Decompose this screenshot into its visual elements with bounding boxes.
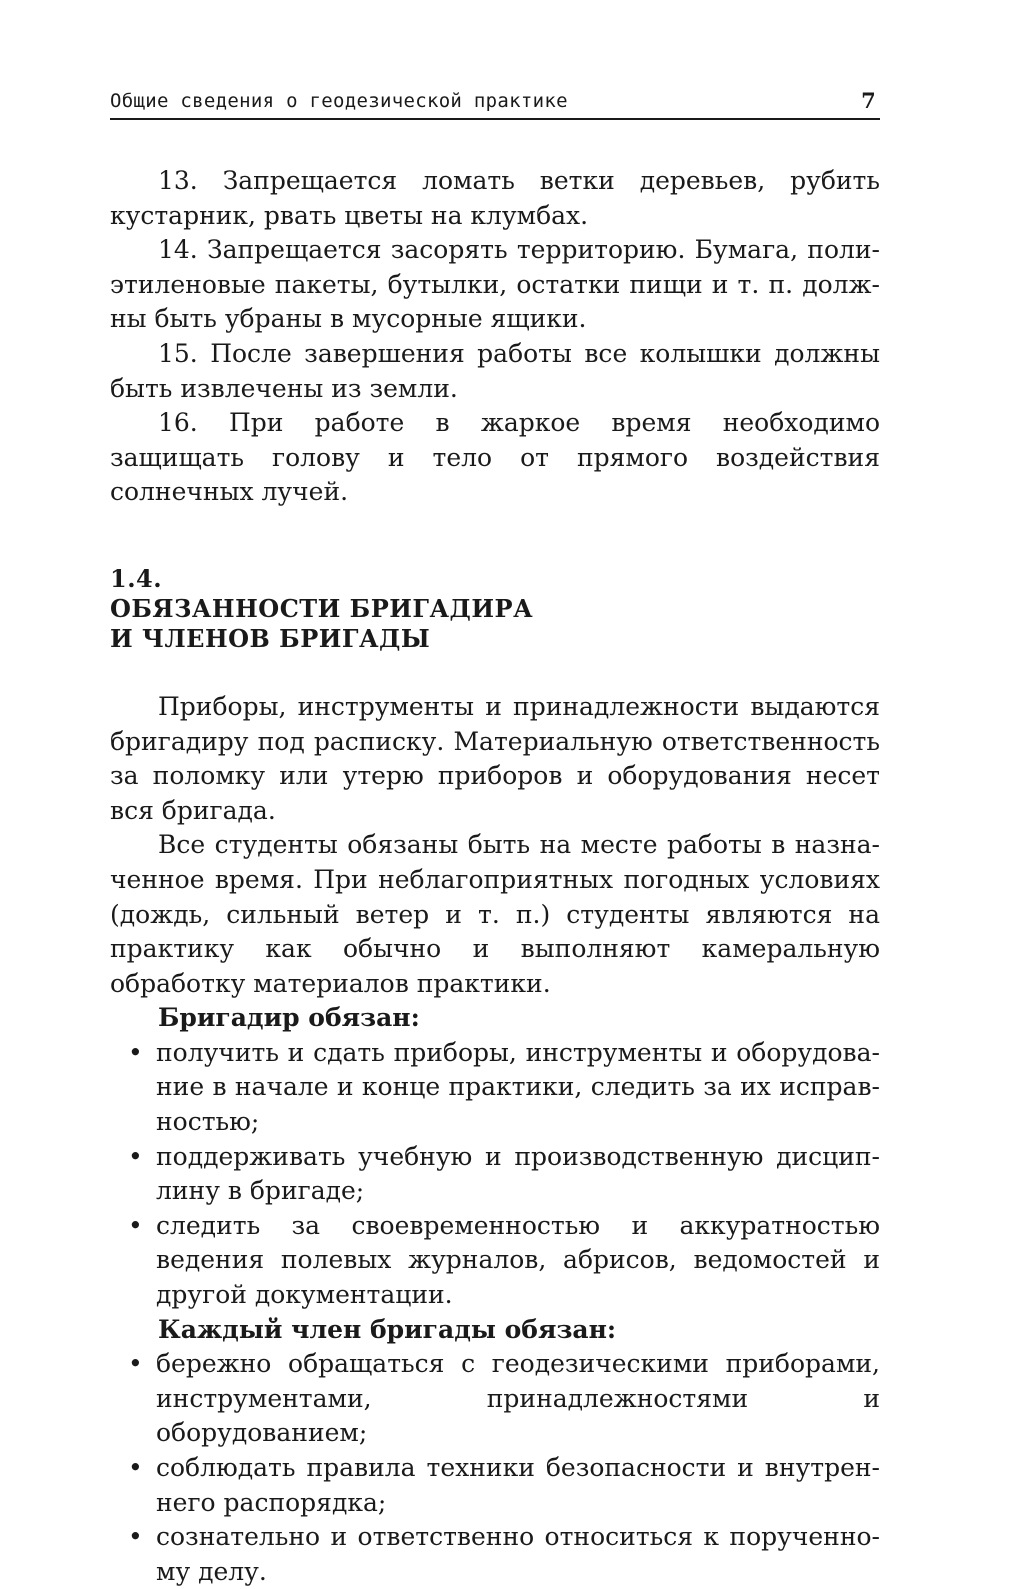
bullet-icon: • [128, 1037, 143, 1067]
book-page [110, 88, 880, 1589]
list-item [110, 1520, 880, 1589]
foreman-duties-list [110, 1036, 880, 1313]
section-title-line: ОБЯЗАННОСТИ БРИГАДИРА [110, 593, 534, 623]
list-item-text: сознательно и ответственно относиться к порученному делу. [156, 1522, 880, 1586]
bullet-icon: • [128, 1141, 143, 1171]
rule-item: 14. Запрещается засорять территорию. Бумага, полиэтиленовые пакеты, бутылки, остатки пищи и т. п. должны быть убраны в мусорные ящики. [110, 235, 880, 334]
page-number: 7 [861, 88, 876, 113]
bullet-icon: • [128, 1349, 143, 1379]
section-heading [110, 564, 880, 654]
bullet-icon: • [128, 1210, 143, 1240]
running-title: Общие сведения о геодезической практике [110, 90, 568, 112]
list-item-text: соблюдать правила техники безопасности и внутреннего распорядка; [156, 1453, 880, 1517]
running-header [110, 88, 880, 120]
rule-item: 15. После завершения работы все колышки должны быть извлечены из земли. [110, 338, 880, 403]
member-duties-heading: Каждый член бригады обязан: [158, 1314, 617, 1344]
section-title-line: И ЧЛЕНОВ БРИГАДЫ [110, 623, 431, 653]
member-duties-list [110, 1347, 880, 1589]
list-item [110, 1451, 880, 1520]
bullet-icon: • [128, 1453, 143, 1482]
foreman-duties-heading: Бригадир обязан: [158, 1003, 420, 1033]
list-item [110, 1347, 880, 1451]
list-item-text: получить и сдать приборы, инструменты и оборудование в начале и конце практики, следить за их исправностью; [156, 1037, 880, 1137]
list-item [110, 1209, 880, 1313]
list-item-text: поддерживать учебную и производственную дисциплину в бригаде; [156, 1141, 880, 1206]
bullet-icon: • [128, 1522, 143, 1552]
list-item-text: следить за своевременностью и аккуратностью ведения полевых журналов, абрисов, ведомостей и другой документации. [156, 1210, 880, 1310]
section-number: 1.4. [110, 563, 163, 593]
paragraph: Приборы, инструменты и принадлежности выдаются бригадиру под расписку. Материальную ответственность за поломку или утерю приборов и оборудования несет вся бригада. [110, 691, 880, 825]
page-body [110, 164, 880, 1589]
rule-item: 16. При работе в жаркое время необходимо защищать голову и тело от прямого воздействия солнечных лучей. [110, 408, 880, 507]
list-item-text: бережно обращаться с геодезическими приборами, инструментами, принадлежностями и оборудованием; [156, 1349, 880, 1448]
list-item [110, 1036, 880, 1140]
rule-item: 13. Запрещается ломать ветки деревьев, рубить кустарник, рвать цветы на клумбах. [110, 166, 880, 230]
paragraph: Все студенты обязаны быть на месте работы в назначенное время. При неблагоприятных погодных условиях (дождь, сильный ветер и т. п.) студенты являются на практику как обычно и выполняют камеральную обработку материалов практики. [110, 830, 880, 998]
list-item [110, 1140, 880, 1209]
